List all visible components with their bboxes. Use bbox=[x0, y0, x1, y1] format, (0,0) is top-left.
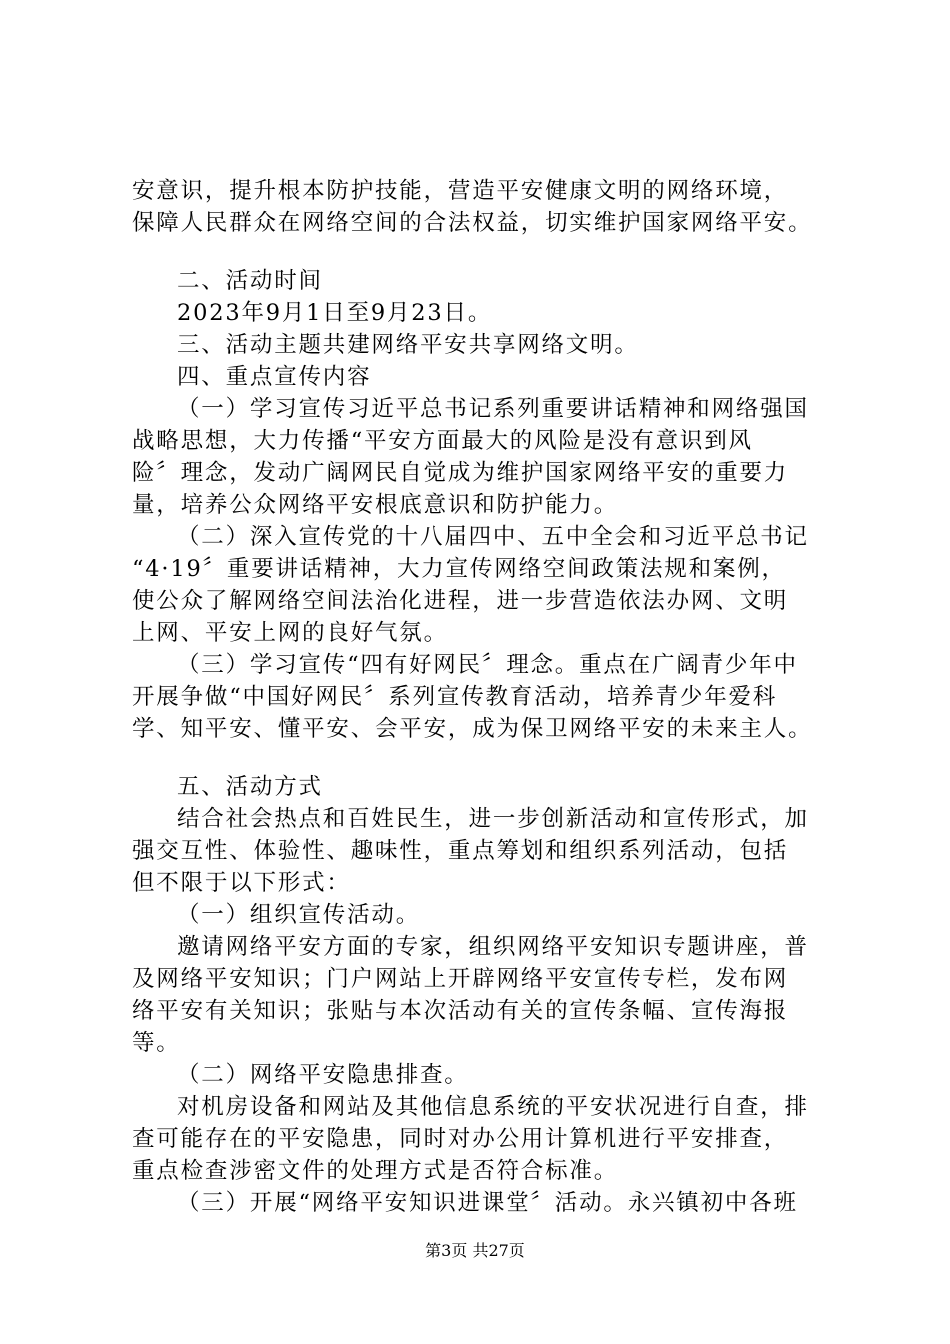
section-heading: 五、活动方式 bbox=[177, 774, 323, 800]
body-line: 及网络平安知识；门户网站上开辟网络平安宣传专栏，发布网 bbox=[132, 966, 789, 992]
section-heading: 三、活动主题共建网络平安共享网络文明。 bbox=[177, 332, 639, 358]
body-line: 战略思想，大力传播“平安方面最大的风险是没有意识到风 bbox=[132, 428, 753, 454]
body-line: 络平安有关知识；张贴与本次活动有关的宣传条幅、宣传海报 bbox=[132, 998, 789, 1024]
body-line: 量，培养公众网络平安根底意识和防护能力。 bbox=[132, 492, 619, 518]
body-line: 学、知平安、懂平安、会平安，成为保卫网络平安的未来主人。 bbox=[132, 716, 813, 742]
body-line: 等。 bbox=[132, 1030, 181, 1056]
body-line: 邀请网络平安方面的专家，组织网络平安知识专题讲座，普 bbox=[177, 934, 809, 960]
section-heading: 四、重点宣传内容 bbox=[177, 364, 372, 390]
body-line: 2023年9月1日至9月23日。 bbox=[177, 300, 493, 326]
subsection-heading: （一）组织宣传活动。 bbox=[177, 902, 421, 928]
body-line: 结合社会热点和百姓民生，进一步创新活动和宣传形式，加 bbox=[177, 806, 809, 832]
body-line: 上网、平安上网的良好气氛。 bbox=[132, 620, 448, 646]
subsection-heading: （三）开展“网络平安知识进课堂〞活动。永兴镇初中各班 bbox=[177, 1190, 798, 1216]
body-line: “4·19〞重要讲话精神，大力宣传网络空间政策法规和案例， bbox=[132, 556, 786, 582]
body-line: 使公众了解网络空间法治化进程，进一步营造依法办网、文明 bbox=[132, 588, 789, 614]
body-line: （一）学习宣传习近平总书记系列重要讲话精神和网络强国 bbox=[177, 396, 809, 422]
subsection-heading: （二）网络平安隐患排查。 bbox=[177, 1062, 469, 1088]
body-line: 对机房设备和网站及其他信息系统的平安状况进行自查，排 bbox=[177, 1094, 809, 1120]
body-line: （二）深入宣传党的十八届四中、五中全会和习近平总书记 bbox=[177, 524, 809, 550]
body-line: 查可能存在的平安隐患，同时对办公用计算机进行平安排查， bbox=[132, 1126, 789, 1152]
body-line: 但不限于以下形式： bbox=[132, 870, 351, 896]
body-line: 险〞理念，发动广阔网民自觉成为维护国家网络平安的重要力 bbox=[132, 460, 789, 486]
body-line: 保障人民群众在网络空间的合法权益，切实维护国家网络平安。 bbox=[132, 210, 813, 236]
page-number: 第3页 共27页 bbox=[425, 1241, 525, 1260]
body-line: 重点检查涉密文件的处理方式是否符合标准。 bbox=[132, 1158, 619, 1184]
body-line: 开展争做“中国好网民〞系列宣传教育活动，培养青少年爱科 bbox=[132, 684, 778, 710]
section-heading: 二、活动时间 bbox=[177, 268, 323, 294]
body-line: 安意识，提升根本防护技能，营造平安健康文明的网络环境， bbox=[132, 178, 789, 204]
body-line: 强交互性、体验性、趣味性，重点筹划和组织系列活动，包括 bbox=[132, 838, 789, 864]
body-line: （三）学习宣传“四有好网民〞理念。重点在广阔青少年中 bbox=[177, 652, 798, 678]
